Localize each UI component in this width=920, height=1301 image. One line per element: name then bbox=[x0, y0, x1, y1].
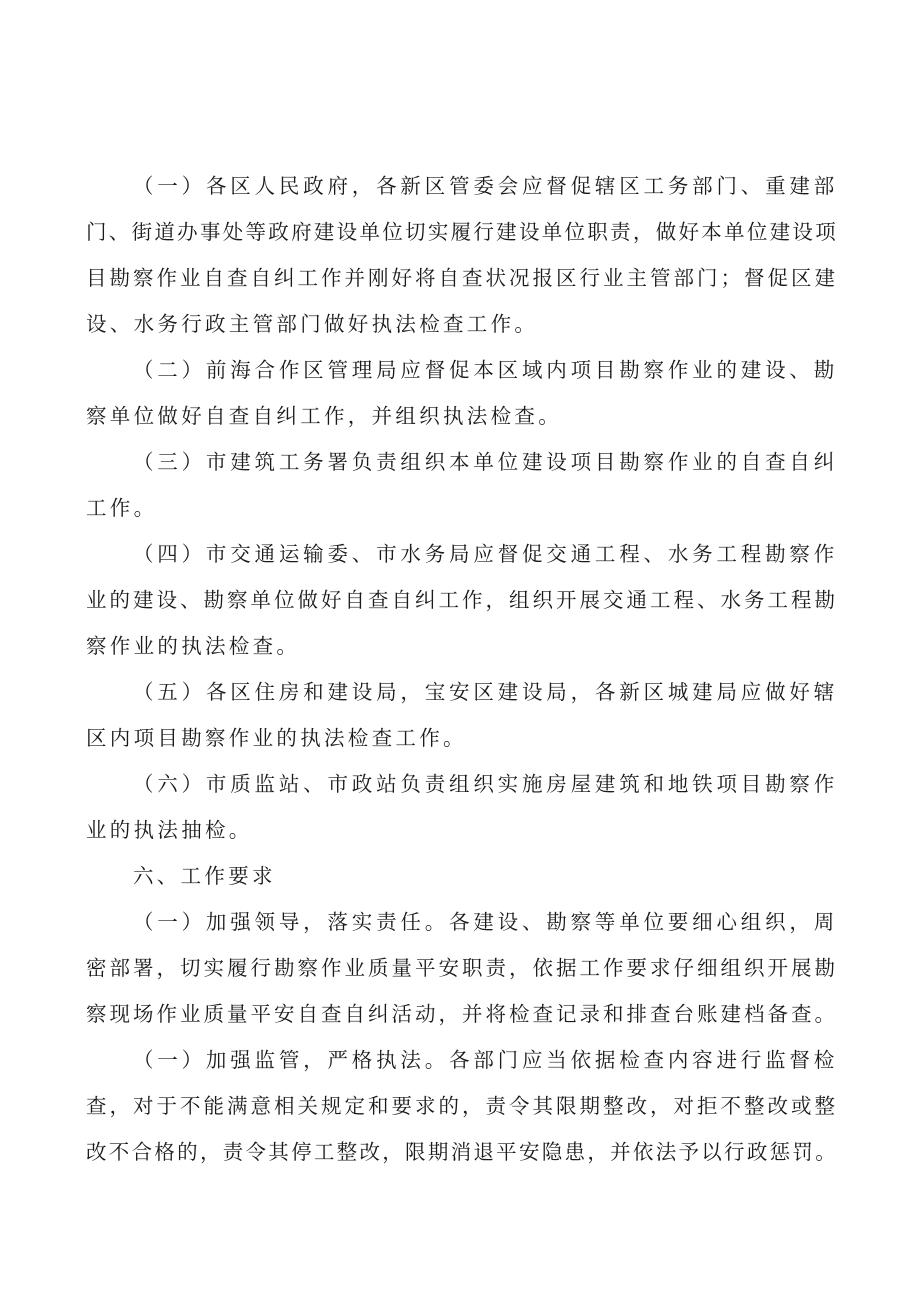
text-line: 目勘察作业自查自纠工作并刚好将自查状况报区行业主管部门；督促区建 bbox=[86, 266, 838, 290]
text-line: （六）市质监站、市政站负责组织实施房屋建筑和地铁项目勘察作 bbox=[133, 772, 838, 796]
text-line: （二）前海合作区管理局应督促本区域内项目勘察作业的建设、勘 bbox=[133, 358, 838, 382]
text-line: 察单位做好自查自纠工作，并组织执法检查。 bbox=[86, 404, 562, 428]
text-line: 察现场作业质量平安自查自纠活动，并将检查记录和排查台账建档备查。 bbox=[86, 1002, 838, 1026]
text-line: （三）市建筑工务署负责组织本单位建设项目勘察作业的自查自纠 bbox=[133, 450, 838, 474]
text-line: （一）加强领导，落实责任。各建设、勘察等单位要细心组织，周 bbox=[133, 910, 838, 934]
text-line: 门、街道办事处等政府建设单位切实履行建设单位职责，做好本单位建设项 bbox=[86, 220, 838, 244]
text-line: 区内项目勘察作业的执法检查工作。 bbox=[86, 726, 467, 750]
text-line: 业的执法抽检。 bbox=[86, 818, 253, 842]
text-line: 六、工作要求 bbox=[133, 864, 276, 888]
text-line: （一）加强监管，严格执法。各部门应当依据检查内容进行监督检 bbox=[133, 1048, 838, 1072]
text-line: 工作。 bbox=[86, 496, 158, 520]
text-line: 查，对于不能满意相关规定和要求的，责令其限期整改，对拒不整改或整 bbox=[86, 1094, 838, 1118]
text-line: 察作业的执法检查。 bbox=[86, 634, 301, 658]
text-line: （五）各区住房和建设局，宝安区建设局，各新区城建局应做好辖 bbox=[133, 680, 838, 704]
text-line: 业的建设、勘察单位做好自查自纠工作，组织开展交通工程、水务工程勘 bbox=[86, 588, 838, 612]
text-line: 密部署，切实履行勘察作业质量平安职责，依据工作要求仔细组织开展勘 bbox=[86, 956, 838, 980]
text-line: （四）市交通运输委、市水务局应督促交通工程、水务工程勘察作 bbox=[133, 542, 838, 566]
text-line: （一）各区人民政府，各新区管委会应督促辖区工务部门、重建部 bbox=[133, 174, 838, 198]
text-line: 改不合格的，责令其停工整改，限期消退平安隐患，并依法予以行政惩罚。 bbox=[86, 1140, 838, 1164]
text-line: 设、水务行政主管部门做好执法检查工作。 bbox=[86, 312, 539, 336]
